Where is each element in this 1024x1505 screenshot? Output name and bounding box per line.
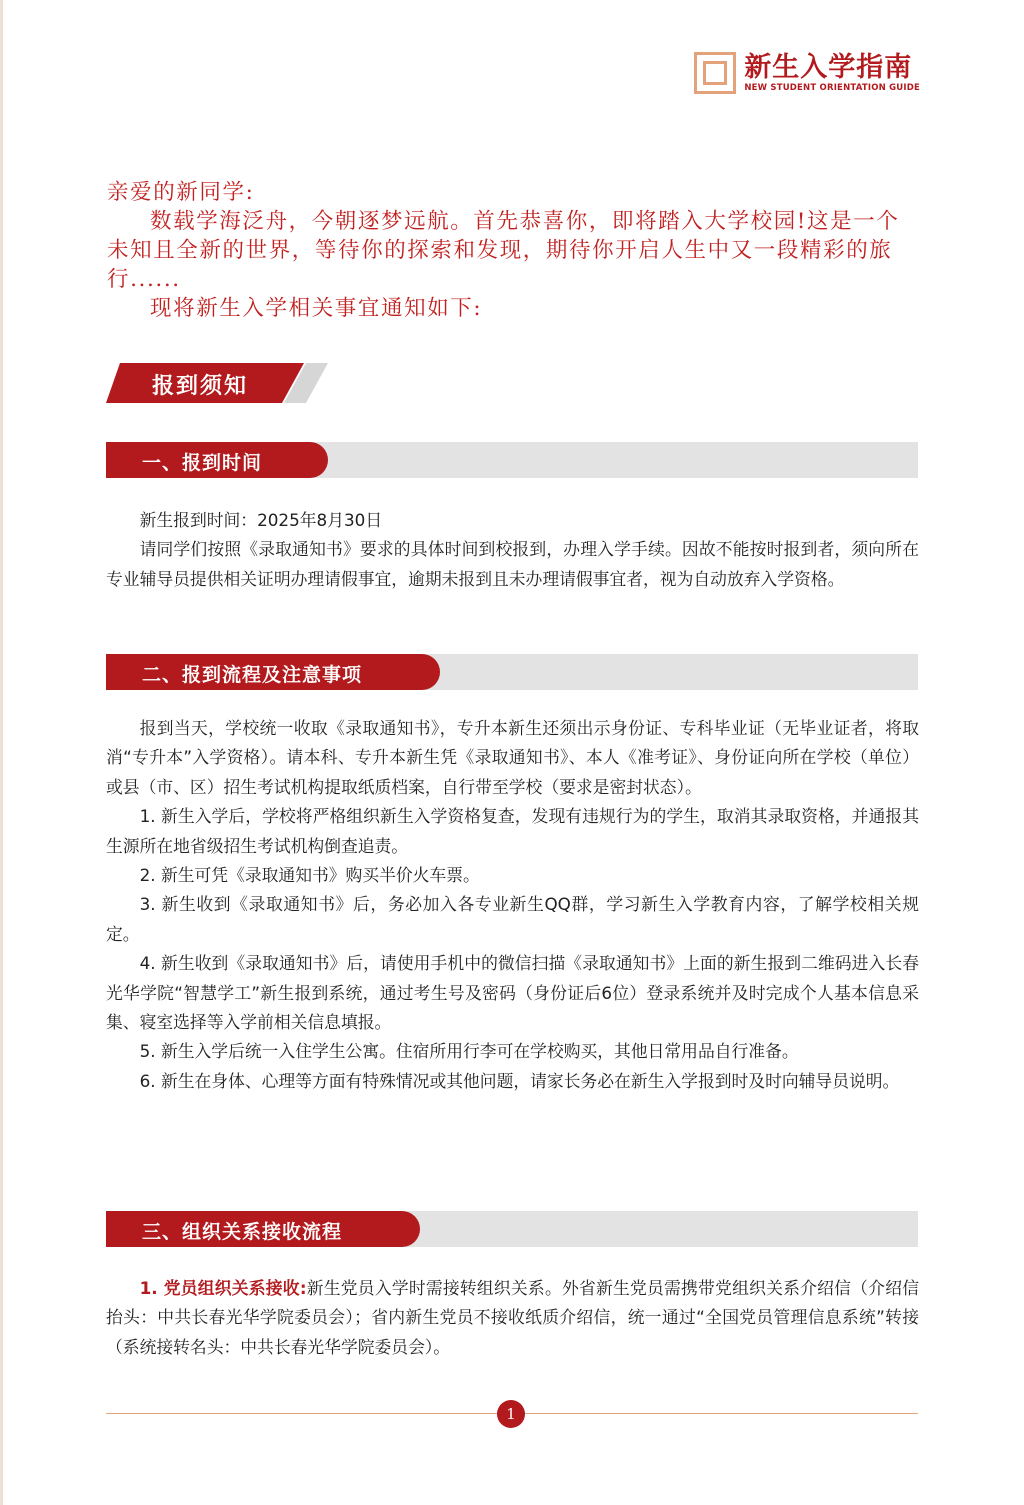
section-title-3: 三、组织关系接收流程	[142, 1221, 343, 1243]
paragraph: 报到当天，学校统一收取《录取通知书》，专升本新生还须出示身份证、专科毕业证（无毕业证者，将取消“专升本”入学资格）。请本科、专升本新生凭《录取通知书》、本人《准考证》、身份证向所在学校（单位）或县（市、区）招生考试机构提取纸质档案，自行带至学校（要求是密封状态）。	[106, 718, 919, 797]
paragraph-lead: 1. 党员组织关系接收:	[139, 1278, 307, 1298]
section-bar-1	[106, 442, 918, 478]
paragraph: 6. 新生在身体、心理等方面有特殊情况或其他问题，请家长务必在新生入学报到时及时向辅导员说明。	[139, 1070, 900, 1091]
section-3-body	[106, 1274, 919, 1362]
banner-title: 报到须知	[152, 374, 249, 399]
paragraph: 1. 新生入学后，学校将严格组织新生入学资格复查，发现有违规行为的学生，取消其录取资格，并通报其生源所在地省级招生考试机构倒查追责。	[106, 806, 919, 856]
section-title-2: 二、报到流程及注意事项	[142, 664, 363, 686]
greeting-salutation: 亲爱的新同学:	[107, 180, 255, 205]
section-bar-2	[106, 654, 918, 690]
paragraph	[106, 1274, 919, 1362]
paragraph: 请同学们按照《录取通知书》要求的具体时间到校报到，办理入学手续。因故不能按时报到者，须向所在专业辅导员提供相关证明办理请假事宜，逾期未报到且未办理请假事宜者，视为自动放弃入学资格。	[106, 539, 919, 589]
left-edge-rule	[0, 0, 3, 1505]
section-bar-3	[106, 1211, 918, 1247]
greeting-paragraph-1: 数载学海泛舟，今朝逐梦远航。首先恭喜你，即将踏入大学校园!这是一个未知且全新的世界，等待你的探索和发现，期待你开启人生中又一段精彩的旅行......	[107, 209, 900, 292]
logo-title-cn: 新生入学指南	[744, 51, 913, 83]
logo-title-en: NEW STUDENT ORIENTATION GUIDE	[744, 82, 920, 93]
paragraph: 2. 新生可凭《录取通知书》购买半价火车票。	[139, 865, 480, 886]
paragraph: 4. 新生收到《录取通知书》后，请使用手机中的微信扫描《录取通知书》上面的新生报到二维码进入长春光华学院“智慧学工”新生报到系统，通过考生号及密码（身份证后6位）登录系统并及时完成个人基本信息采集、寝室选择等入学前相关信息填报。	[106, 953, 919, 1033]
section-title-1: 一、报到时间	[142, 452, 263, 474]
section-1-body	[106, 506, 919, 594]
page-number: 1	[497, 1400, 525, 1428]
header-logo	[694, 52, 920, 94]
paragraph-text: 新生党员入学时需接转组织关系。外省新生党员需携带党组织关系介绍信（介绍信抬头：中共长春光华学院委员会）；省内新生党员不接收纸质介绍信，统一通过“全国党员管理信息系统”转接（系统接转名头：中共长春光华学院委员会）。	[106, 1278, 919, 1357]
paragraph: 新生报到时间：2025年8月30日	[139, 510, 383, 530]
greeting-paragraph-2: 现将新生入学相关事宜通知如下:	[150, 296, 483, 321]
greeting-block	[107, 178, 919, 323]
logo-mark-icon	[694, 52, 736, 94]
paragraph: 3. 新生收到《录取通知书》后，务必加入各专业新生QQ群，学习新生入学教育内容，了解学校相关规定。	[106, 894, 919, 944]
main-banner	[106, 363, 328, 403]
paragraph: 5. 新生入学后统一入住学生公寓。住宿所用行李可在学校购买，其他日常用品自行准备。	[139, 1041, 799, 1062]
section-2-body	[106, 714, 919, 1096]
